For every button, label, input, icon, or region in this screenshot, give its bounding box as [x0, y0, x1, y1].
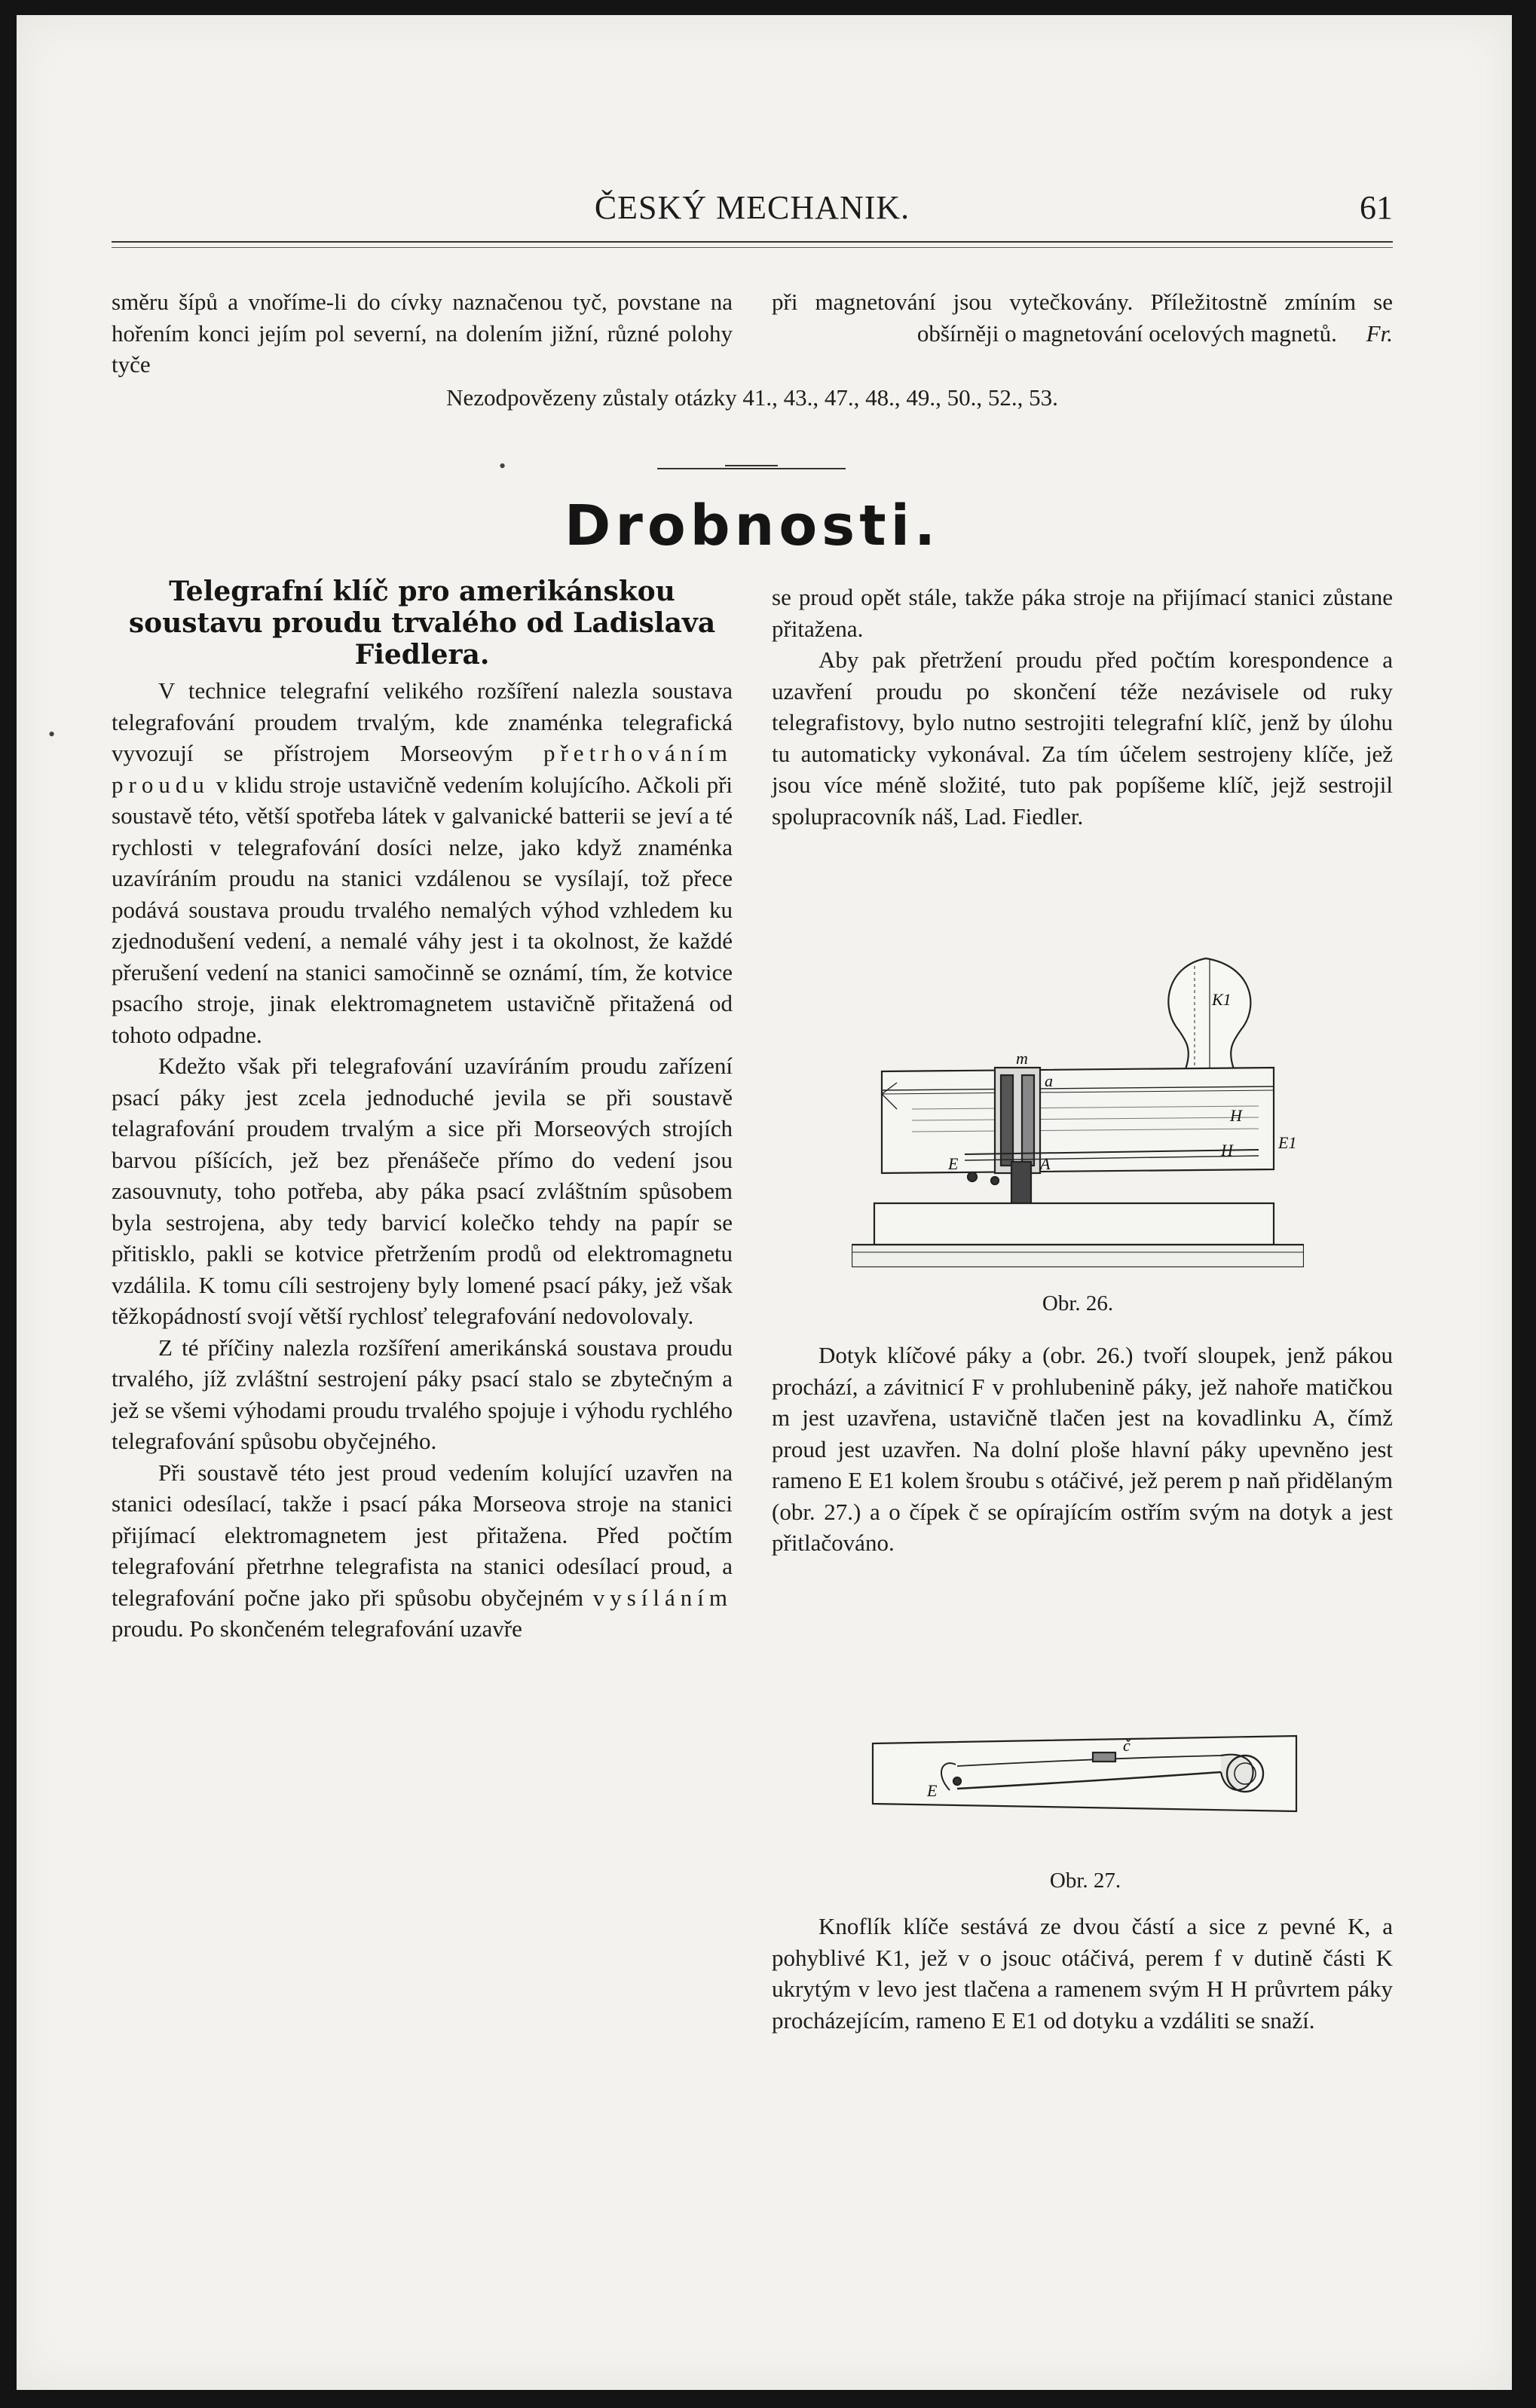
author-signature: Fr.	[1366, 319, 1393, 347]
paragraph: Kdežto však při telegrafování uzavíráním proudu zařízení psací páky jest zcela jednoduché jevila se při soustavě telagrafování proudem trvalým a sice při Morseových strojích barvou píšících, jež bez přenášeče přímo do vedení jsou zasouvnuty, toho potřeba, aby páka psací zvláštním spůsobem byla sestrojena, aby tedy barvicí kolečko tehdy na papír se přitisklo, pakli se kotvice přetržením prodů od elektromagnetu vzdálila. K tomu cíli sestrojeny byly lomené psací páky, jež však těžkopádností svojí větší rychlosť telegrafování nedovolovaly.	[112, 1053, 733, 1329]
page	[17, 15, 1512, 2390]
paragraph-text: proudu. Po skončeném telegrafování uzavře	[112, 1615, 522, 1642]
label-K1: K1	[1212, 990, 1232, 1009]
label-a: a	[1045, 1071, 1053, 1090]
label-H: H	[1230, 1106, 1242, 1125]
running-title: ČESKÝ MECHANIK.	[594, 189, 910, 226]
paragraph: Dotyk klíčové páky a (obr. 26.) tvoří sloupek, jenž pákou prochází, a závitnicí F v prohlubenině páky, jež nahoře matičkou m jest uzavřena, ustavičně tlačen jest na kovadlinku A, čímž proud jest uzavřen. Na dolní ploše hlavní páky upevněno jest rameno E E1 kolem šroubu s otáčivé, jež perem p naň přidělaným (obr. 27.) a o čípek č se opírajícím ostřím svým na dotyk a jest přitlačováno.	[772, 1342, 1393, 1556]
label-m: m	[1016, 1049, 1028, 1068]
header-rule	[112, 241, 1393, 243]
running-header	[112, 188, 1393, 238]
figure-27-caption: Obr. 27.	[1049, 1869, 1121, 1893]
section-divider	[657, 460, 846, 475]
paragraph: Z té příčiny nalezla rozšíření amerikánská soustava proudu trvalého, jíž zvláštní sestrojení páky psací stalo se zbytečným a jež se všemi výhodami proudu trvalého spojuje i výhodu rychlého telegrafování spůsobu obyčejného.	[112, 1334, 733, 1454]
paragraph: směru šípů a vnoříme-li do cívky naznačenou tyč, povstane na hořením konci jejím pol severní, na dolením jižní, různé polohy tyče	[112, 289, 733, 377]
header-rule-thin	[112, 247, 1393, 248]
continued-text-right	[772, 286, 1393, 349]
paragraph	[112, 1457, 733, 1645]
article-right-column-top	[772, 582, 1393, 832]
margin-dot: •	[499, 455, 506, 477]
spaced-emphasis: přetrhováním proudu	[112, 740, 733, 798]
label-H-lower: H	[1221, 1141, 1233, 1160]
figure-26-caption: Obr. 26.	[1042, 1291, 1114, 1316]
page-number: 61	[1360, 189, 1393, 226]
article-left-column	[112, 576, 733, 1645]
figure-26-telegraph-key	[852, 936, 1304, 1267]
article-right-column-bottom	[772, 1911, 1393, 2036]
paragraph: se proud opět stále, takže páka stroje na přijímací stanici zůstane přitažena.	[772, 584, 1393, 642]
paragraph-text: při magnetování jsou vytečkovány. Příležitostně zmíním se obšírněji o magnetování ocelových magnetů.	[772, 289, 1393, 347]
label-c-caron: č	[1123, 1736, 1131, 1755]
label-E: E	[927, 1781, 938, 1800]
label-A: A	[1040, 1154, 1051, 1173]
paragraph: Aby pak přetržení proudu před počtím korespondence a uzavření proudu po skončení téže nezávisele od ruky telegrafistovy, bylo nutno sestrojiti telegrafní klíč, jenž by úlohu tu automaticky vykonával. Za tím účelem sestrojeny klíče, jež jsou více méně složité, tuto pak popíšeme klíč, jejž sestrojil spolupracovník náš, Lad. Fiedler.	[772, 646, 1393, 830]
figure-27-lever-detail	[867, 1728, 1304, 1819]
paragraph	[112, 675, 733, 1050]
paragraph-text: Při soustavě této jest proud vedením kolující uzavřen na stanici odesílací, takže i psací páka Morseova stroje na stanici přijímací elektromagnetem jest přitažena. Před počtím telegrafování přetrhne telegrafista na stanici odesílací proud, a telegrafování počne jako při spůsobu obyčejném	[112, 1459, 733, 1611]
margin-dot: •	[48, 723, 56, 745]
paragraph: Knoflík klíče sestává ze dvou částí a sice z pevné K, a pohyblivé K1, jež v o jsouc otáčivá, perem f v dutině části K ukrytým v levo jest tlačena a ramenem svým H H průvrtem páky procházejícím, rameno E E1 od dotyku a vzdáliti se snaží.	[772, 1913, 1393, 2034]
label-E1: E1	[1278, 1133, 1297, 1152]
continued-text-left	[112, 286, 733, 380]
paragraph-text: V technice telegrafní velikého rozšíření nalezla soustava telegrafování proudem trvalým, kde znaménka telegrafická vyvozují se přístrojem Morseovým	[112, 677, 733, 766]
article-title: Telegrafní klíč pro amerikánskou soustavu proudu trvalého od Ladislava Fiedlera.	[128, 576, 716, 671]
paragraph-text: v klidu stroje ustavičně vedením kolujícího. Ačkoli při soustavě této, větší spotřeba látek v galvanické batterii se jeví a té rychlosti v telegrafování dosíci nelze, jako když znaménka uzavíráním proudu na stanici vzdálenou se vysílají, tož přece podává soustava proudu trvalého nemalých výhod vzhledem ku zjednodušení vedení, a nemalé váhy jest i ta okolnost, že každé přerušení vedení na stanici samočinně se oznámí, tím, že kotvice psacího stroje, jinak elektromagnetem ustavičně přitažená od tohoto odpadne.	[112, 771, 733, 1048]
article-right-column-middle	[772, 1340, 1393, 1559]
section-title: Drobnosti.	[564, 494, 941, 558]
spaced-emphasis: vysíláním	[592, 1584, 733, 1611]
paragraph	[772, 286, 1393, 349]
unanswered-questions-note: Nezodpovězeny zůstaly otázky 41., 43., 47., 48., 49., 50., 52., 53.	[446, 384, 1058, 411]
label-E: E	[948, 1154, 959, 1173]
